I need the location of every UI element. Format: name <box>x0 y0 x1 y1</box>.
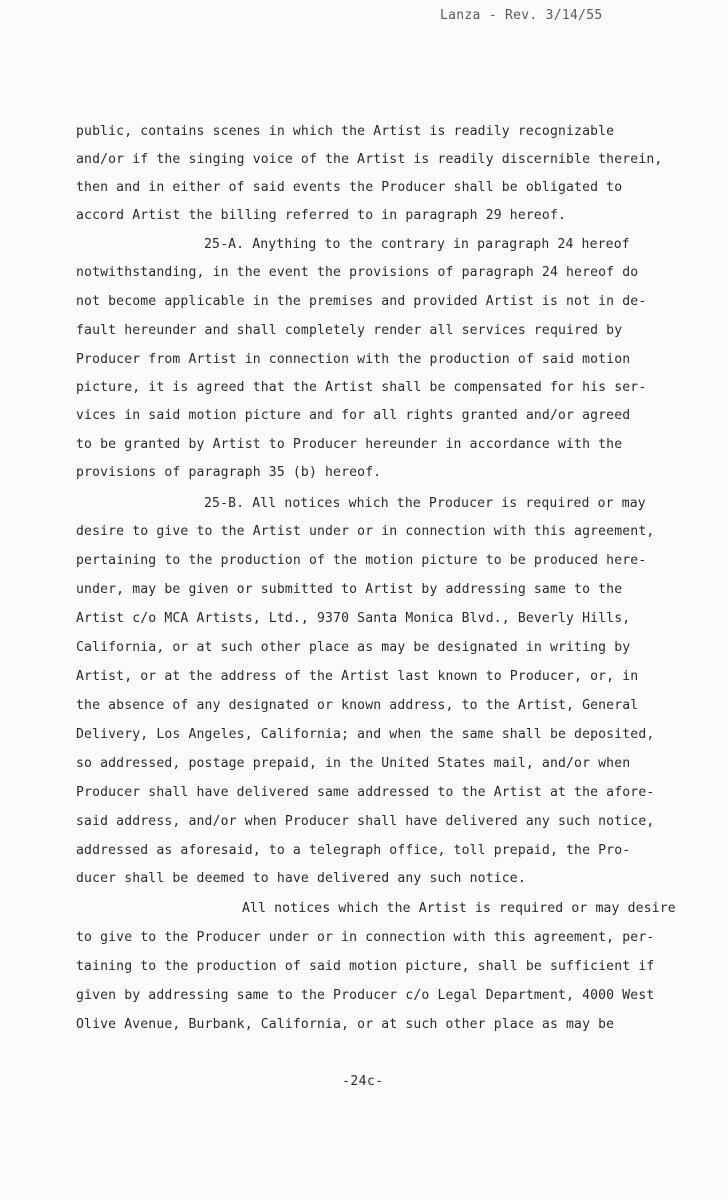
paragraph-25b-heading: 25-B. All notices which the Producer is required or may <box>204 496 646 511</box>
page-header: Lanza - Rev. 3/14/55 <box>440 8 603 23</box>
text-line: provisions of paragraph 35 (b) hereof. <box>76 465 382 480</box>
text-line: California, or at such other place as may be designated in writing by <box>76 640 631 655</box>
text-line: pertaining to the production of the motion picture to be produced here- <box>76 553 647 568</box>
text-line: Delivery, Los Angeles, California; and when the same shall be deposited, <box>76 727 655 742</box>
notices-to-producer-heading: All notices which the Artist is required or may desire <box>242 901 676 916</box>
text-line: fault hereunder and shall completely render all services required by <box>76 323 623 338</box>
text-line: ducer shall be deemed to have delivered any such notice. <box>76 871 526 886</box>
text-line: not become applicable in the premises and provided Artist is not in de- <box>76 294 647 309</box>
text-line: Producer shall have delivered same addressed to the Artist at the afore- <box>76 785 655 800</box>
text-line: picture, it is agreed that the Artist shall be compensated for his ser- <box>76 380 647 395</box>
text-line: Artist c/o MCA Artists, Ltd., 9370 Santa Monica Blvd., Beverly Hills, <box>76 611 631 626</box>
text-line: public, contains scenes in which the Artist is readily recognizable <box>76 124 615 139</box>
text-line: desire to give to the Artist under or in connection with this agreement, <box>76 524 655 539</box>
text-line: accord Artist the billing referred to in paragraph 29 hereof. <box>76 208 567 223</box>
text-line: given by addressing same to the Producer c/o Legal Department, 4000 West <box>76 988 655 1003</box>
text-line: taining to the production of said motion picture, shall be sufficient if <box>76 959 655 974</box>
text-line: the absence of any designated or known address, to the Artist, General <box>76 698 639 713</box>
text-line: to be granted by Artist to Producer hereunder in accordance with the <box>76 437 623 452</box>
text-line: vices in said motion picture and for all rights granted and/or agreed <box>76 408 631 423</box>
page-number: -24c- <box>342 1074 384 1089</box>
text-line: so addressed, postage prepaid, in the United States mail, and/or when <box>76 756 631 771</box>
text-line: then and in either of said events the Producer shall be obligated to <box>76 180 623 195</box>
text-line: to give to the Producer under or in connection with this agreement, per- <box>76 930 655 945</box>
paragraph-25a-heading: 25-A. Anything to the contrary in paragraph 24 hereof <box>204 237 630 252</box>
text-line: Producer from Artist in connection with the production of said motion <box>76 352 631 367</box>
text-line: Artist, or at the address of the Artist last known to Producer, or, in <box>76 669 639 684</box>
text-line: Olive Avenue, Burbank, California, or at such other place as may be <box>76 1017 615 1032</box>
text-line: under, may be given or submitted to Artist by addressing same to the <box>76 582 623 597</box>
text-line: addressed as aforesaid, to a telegraph office, toll prepaid, the Pro- <box>76 843 631 858</box>
text-line: notwithstanding, in the event the provisions of paragraph 24 hereof do <box>76 265 639 280</box>
text-line: said address, and/or when Producer shall have delivered any such notice, <box>76 814 655 829</box>
text-line: and/or if the singing voice of the Artist is readily discernible therein, <box>76 152 663 167</box>
